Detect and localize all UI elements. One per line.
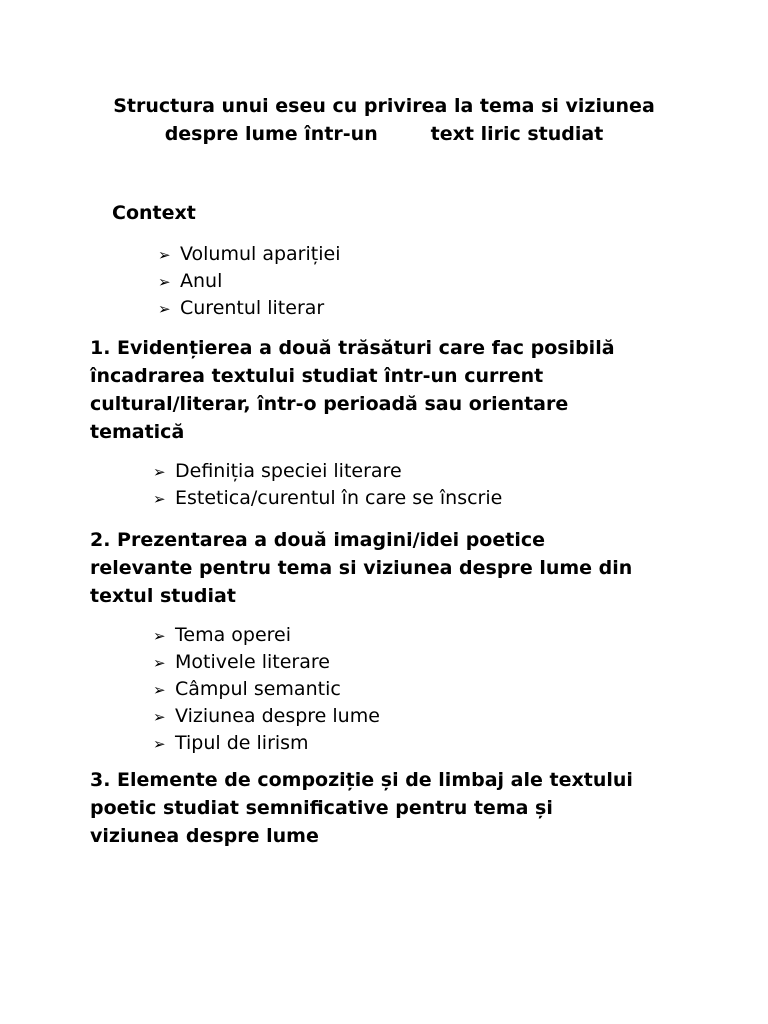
list-item bbox=[153, 730, 380, 757]
context-list bbox=[158, 241, 340, 322]
section-heading-line: relevante pentru tema si viziunea despre lume din bbox=[90, 557, 633, 579]
list-item bbox=[153, 676, 380, 703]
section-heading bbox=[90, 334, 690, 446]
list-item-label: Motivele literare bbox=[175, 651, 330, 673]
section-heading-line: încadrarea textului studiat într-un current bbox=[90, 365, 544, 387]
list-item bbox=[153, 622, 380, 649]
arrow-bullet-icon: ➢ bbox=[153, 708, 166, 726]
section-heading-line: cultural/literar, într-o perioadă sau orientare bbox=[90, 393, 569, 415]
list-item bbox=[158, 295, 340, 322]
list-item-label: Definiția speciei literare bbox=[175, 460, 402, 482]
arrow-bullet-icon: ➢ bbox=[158, 246, 171, 264]
arrow-bullet-icon: ➢ bbox=[153, 654, 166, 672]
context-heading: Context bbox=[112, 202, 196, 224]
list-item-label: Viziunea despre lume bbox=[175, 705, 380, 727]
list-item-label: Tipul de lirism bbox=[175, 732, 309, 754]
list-item bbox=[153, 485, 502, 512]
list-item bbox=[153, 703, 380, 730]
arrow-bullet-icon: ➢ bbox=[158, 273, 171, 291]
section-heading bbox=[90, 766, 690, 850]
section-heading-line: 3. Elemente de compoziție și de limbaj ale textului bbox=[90, 769, 633, 791]
section-heading-line: textul studiat bbox=[90, 585, 236, 607]
list-item-label: Curentul literar bbox=[180, 297, 325, 319]
arrow-bullet-icon: ➢ bbox=[153, 463, 166, 481]
list-item-label: Tema operei bbox=[175, 624, 291, 646]
arrow-bullet-icon: ➢ bbox=[158, 300, 171, 318]
list-item bbox=[153, 649, 380, 676]
section-heading-line: 1. Evidențierea a două trăsături care fac posibilă bbox=[90, 337, 615, 359]
section-heading-line: tematică bbox=[90, 421, 185, 443]
arrow-bullet-icon: ➢ bbox=[153, 735, 166, 753]
title-line: despre lume într-un text liric studiat bbox=[164, 123, 604, 145]
list-item-label: Câmpul semantic bbox=[175, 678, 341, 700]
arrow-bullet-icon: ➢ bbox=[153, 681, 166, 699]
section-heading-line: viziunea despre lume bbox=[90, 825, 319, 847]
arrow-bullet-icon: ➢ bbox=[153, 490, 166, 508]
section-heading-line: poetic studiat semnificative pentru tema și bbox=[90, 797, 553, 819]
list-item bbox=[158, 241, 340, 268]
title-line: Structura unui eseu cu privirea la tema si viziunea bbox=[113, 95, 655, 117]
section-2-list bbox=[153, 622, 380, 757]
list-item bbox=[153, 458, 502, 485]
arrow-bullet-icon: ➢ bbox=[153, 627, 166, 645]
section-heading bbox=[90, 526, 690, 610]
list-item-label: Estetica/curentul în care se înscrie bbox=[175, 487, 503, 509]
list-item-label: Anul bbox=[180, 270, 223, 292]
document-title bbox=[60, 92, 708, 148]
list-item-label: Volumul apariției bbox=[180, 243, 341, 265]
list-item bbox=[158, 268, 340, 295]
section-1-list bbox=[153, 458, 502, 512]
section-heading-line: 2. Prezentarea a două imagini/idei poetice bbox=[90, 529, 545, 551]
